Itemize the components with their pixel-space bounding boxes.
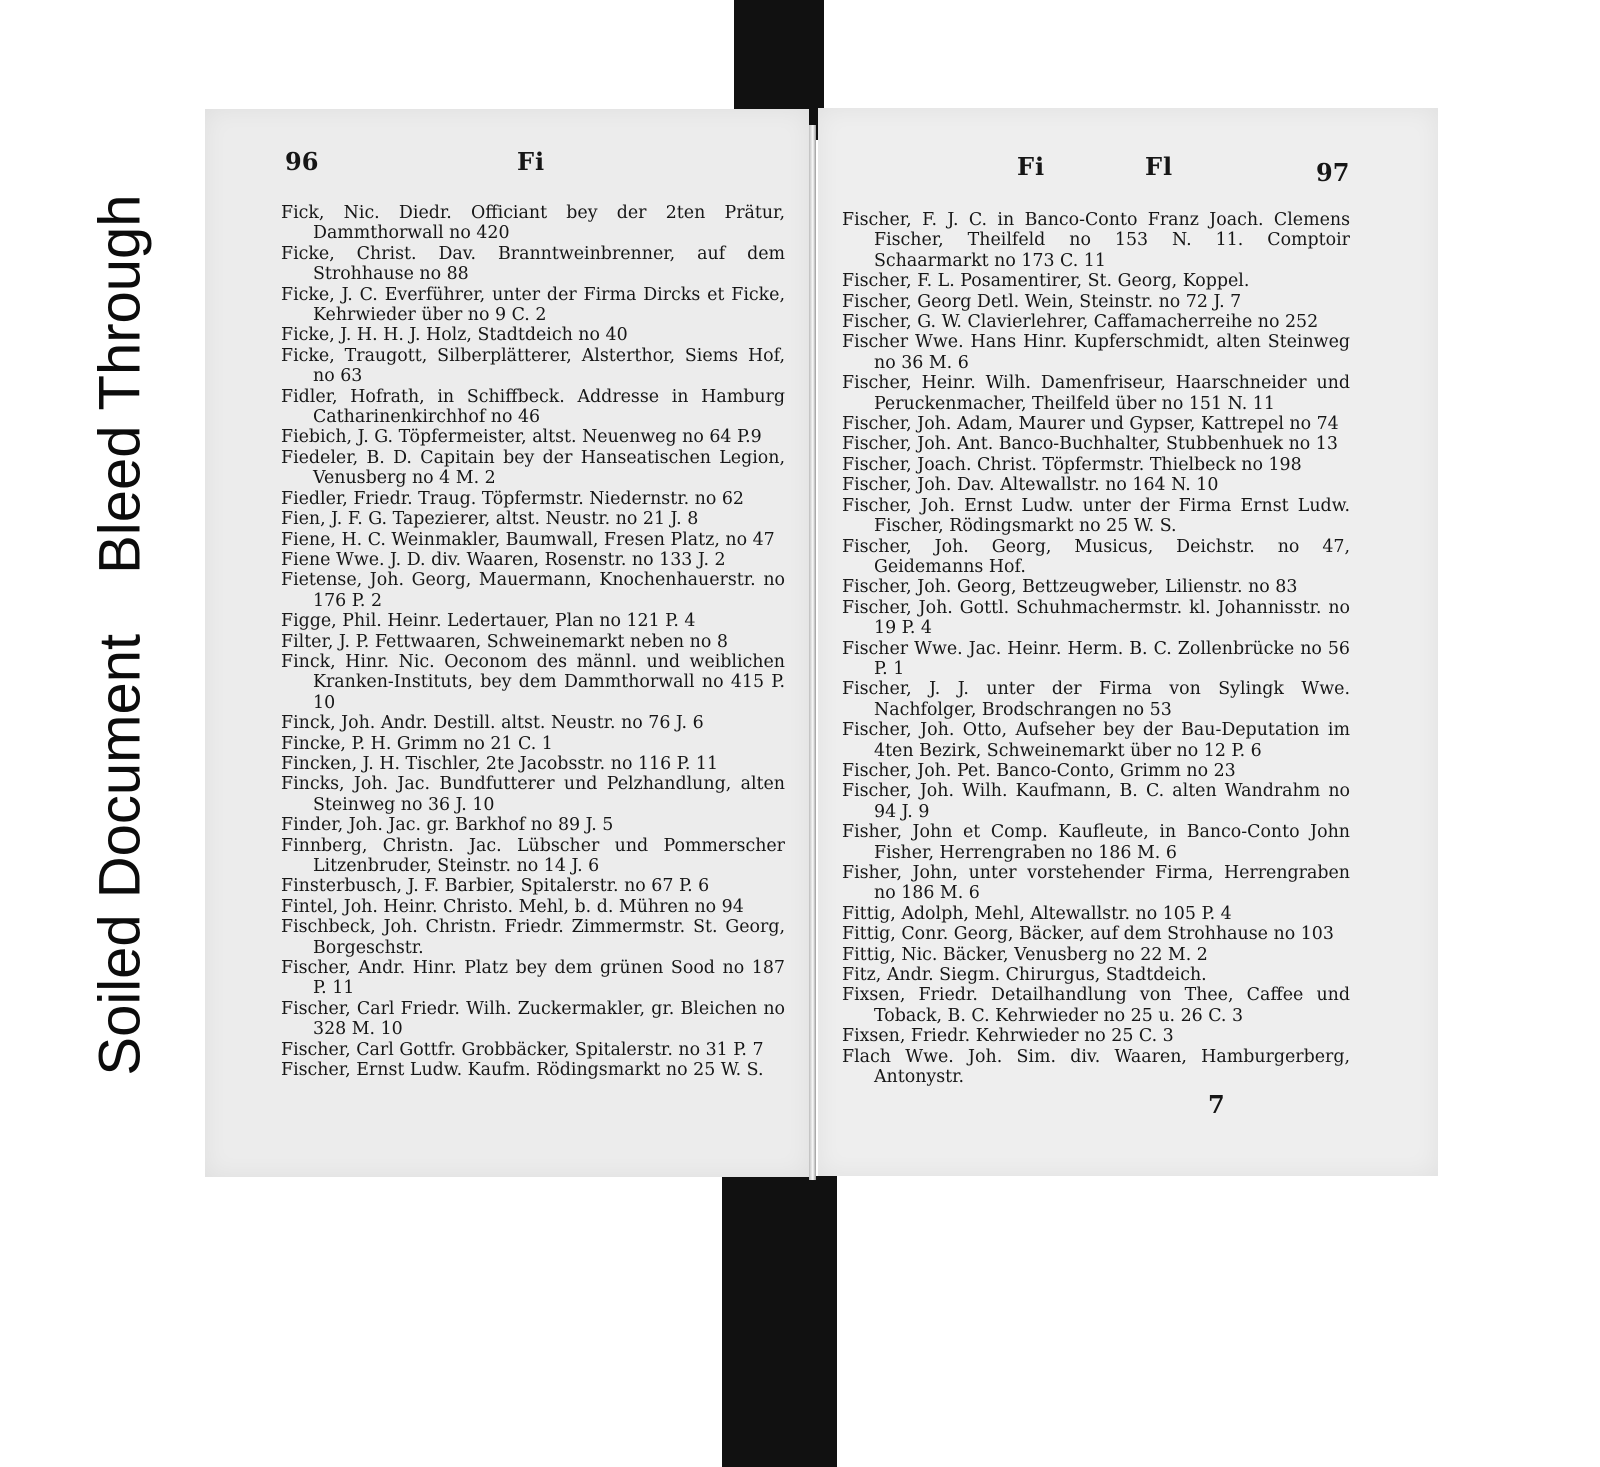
directory-entry: Fischer, Joh. Wilh. Kaufmann, B. C. alten Wandrahm no 94 J. 9	[842, 781, 1350, 822]
directory-entry: Finsterbusch, J. F. Barbier, Spitalerstr. no 67 P. 6	[281, 876, 710, 897]
directory-entry: Finnberg, Christn. Jac. Lübscher und Pommerscher Litzenbruder, Steinstr. no 14 J. 6	[281, 835, 785, 876]
directory-entry: Fischer, Joh. Georg, Musicus, Deichstr. no 47, Geidemanns Hof.	[842, 536, 1350, 577]
directory-entry: Fischer, Joh. Otto, Aufseher bey der Bau-Deputation im 4ten Bezirk, Schweinemarkt über no 12 P. 6	[842, 720, 1350, 761]
left-directory-entries	[281, 203, 785, 1080]
directory-entry: Fiebich, J. G. Töpfermeister, altst. Neuenweg no 64 P.9	[281, 427, 762, 448]
directory-entry: Ficke, Traugott, Silberplätterer, Alsterthor, Siems Hof, no 63	[281, 345, 785, 387]
directory-entry: Fischer, Heinr. Wilh. Damenfriseur, Haarschneider und Peruckenmacher, Theilfeld über no 151 N. 11	[842, 373, 1350, 414]
directory-entry: Fischer Wwe. Jac. Heinr. Herm. B. C. Zollenbrücke no 56 P. 1	[842, 638, 1350, 679]
right-running-head-fi: Fi	[1017, 152, 1046, 181]
directory-entry: Fischbeck, Joh. Christn. Friedr. Zimmermstr. St. Georg, Borgeschstr.	[281, 917, 785, 958]
scan-clamp-bottom	[722, 1176, 837, 1467]
book-spine	[809, 125, 816, 1180]
directory-entry: Fixsen, Friedr. Kehrwieder no 25 C. 3	[842, 1026, 1174, 1047]
directory-entry: Fietense, Joh. Georg, Mauermann, Knochenhauerstr. no 176 P. 2	[281, 570, 785, 611]
directory-entry: Fiedeler, B. D. Capitain bey der Hanseatischen Legion, Venusberg no 4 M. 2	[281, 447, 785, 489]
directory-entry: Fittig, Conr. Georg, Bäcker, auf dem Strohhause no 103	[842, 924, 1334, 945]
directory-entry: Fischer, G. W. Clavierlehrer, Caffamacherreihe no 252	[842, 312, 1319, 333]
directory-entry: Ficke, Christ. Dav. Branntweinbrenner, auf dem Strohhause no 88	[281, 243, 785, 285]
directory-entry: Fischer, J. J. unter der Firma von Sylingk Wwe. Nachfolger, Brodschrangen no 53	[842, 679, 1350, 720]
directory-entry: Finder, Joh. Jac. gr. Barkhof no 89 J. 5	[281, 815, 614, 836]
directory-entry: Finck, Joh. Andr. Destill. altst. Neustr. no 76 J. 6	[281, 713, 704, 734]
directory-entry: Ficke, J. C. Everführer, unter der Firma Dircks et Ficke, Kehrwieder über no 9 C. 2	[281, 284, 785, 326]
right-running-head-fl: Fl	[1145, 152, 1174, 181]
directory-entry: Fiedler, Friedr. Traug. Töpfermstr. Niedernstr. no 62	[281, 488, 744, 509]
directory-entry: Fischer, Joh. Ernst Ludw. unter der Firma Ernst Ludw. Fischer, Rödingsmarkt no 25 W. S.	[842, 495, 1350, 537]
directory-entry: Fick, Nic. Diedr. Officiant bey der 2ten Prätur, Dammthorwall no 420	[281, 203, 785, 244]
directory-entry: Fittig, Adolph, Mehl, Altewallstr. no 105 P. 4	[842, 903, 1232, 924]
directory-entry: Fischer Wwe. Hans Hinr. Kupferschmidt, alten Steinweg no 36 M. 6	[842, 332, 1350, 373]
directory-entry: Fisher, John et Comp. Kaufleute, in Banco-Conto John Fisher, Herrengraben no 186 M. 6	[842, 822, 1350, 863]
archive-side-label	[20, 80, 220, 1190]
directory-entry: Fidler, Hofrath, in Schiffbeck. Addresse in Hamburg Catharinenkirchhof no 46	[281, 386, 785, 428]
directory-entry: Fischer, Joh. Ant. Banco-Buchhalter, Stubbenhuek no 13	[842, 434, 1338, 455]
directory-entry: Fintel, Joh. Heinr. Christo. Mehl, b. d. Mühren no 94	[281, 896, 744, 917]
directory-entry: Fischer, Carl Gottfr. Grobbäcker, Spitalerstr. no 31 P. 7	[281, 1039, 764, 1060]
directory-entry: Fittig, Nic. Bäcker, Venusberg no 22 M. 2	[842, 944, 1208, 965]
directory-entry: Fischer, Joh. Georg, Bettzeugweber, Lilienstr. no 83	[842, 577, 1298, 598]
directory-entry: Fischer, Joach. Christ. Töpfermstr. Thielbeck no 198	[842, 454, 1302, 475]
directory-entry: Finck, Hinr. Nic. Oeconom des männl. und weiblichen Kranken-Instituts, bey dem Dammthorwall no 415 P. 10	[281, 651, 785, 713]
side-label-bleed-through: Bleed Through	[87, 194, 153, 574]
directory-entry: Fisher, John, unter vorstehender Firma, Herrengraben no 186 M. 6	[842, 863, 1350, 904]
directory-entry: Filter, J. P. Fettwaaren, Schweinemarkt neben no 8	[281, 631, 728, 652]
side-label-text	[87, 194, 154, 1075]
directory-entry: Figge, Phil. Heinr. Ledertauer, Plan no 121 P. 4	[281, 611, 696, 632]
directory-entry: Fixsen, Friedr. Detailhandlung von Thee, Caffee und Toback, B. C. Kehrwieder no 25 u. 26 C. 3	[842, 985, 1350, 1026]
directory-entry: Fincks, Joh. Jac. Bundfutterer und Pelzhandlung, alten Steinweg no 36 J. 10	[281, 774, 785, 815]
side-label-soiled-document: Soiled Document	[87, 633, 153, 1076]
directory-entry: Fischer, F. L. Posamentirer, St. Georg, Koppel.	[842, 271, 1250, 292]
directory-entry: Fien, J. F. G. Tapezierer, altst. Neustr. no 21 J. 8	[281, 509, 699, 530]
directory-entry: Fincken, J. H. Tischler, 2te Jacobsstr. no 116 P. 11	[281, 753, 719, 774]
right-directory-entries	[842, 210, 1350, 1087]
directory-entry: Fischer, F. J. C. in Banco-Conto Franz Joach. Clemens Fischer, Theilfeld no 153 N. 11. Comptoir Schaarmarkt no 173 C. 11	[842, 210, 1350, 271]
left-page-number: 96	[285, 147, 319, 176]
directory-entry: Fischer, Joh. Gottl. Schuhmachermstr. kl. Johannisstr. no 19 P. 4	[842, 597, 1350, 639]
left-running-head: Fi	[517, 147, 546, 176]
directory-entry: Fischer, Georg Detl. Wein, Steinstr. no 72 J. 7	[842, 291, 1242, 312]
left-page	[205, 109, 809, 1177]
directory-entry: Fischer, Carl Friedr. Wilh. Zuckermakler, gr. Bleichen no 328 M. 10	[281, 998, 785, 1040]
directory-entry: Flach Wwe. Joh. Sim. div. Waaren, Hamburgerberg, Antonystr.	[842, 1046, 1350, 1088]
directory-entry: Ficke, J. H. H. J. Holz, Stadtdeich no 40	[281, 325, 628, 346]
directory-entry: Fischer, Joh. Pet. Banco-Conto, Grimm no 23	[842, 760, 1236, 781]
directory-entry: Fischer, Ernst Ludw. Kaufm. Rödingsmarkt no 25 W. S.	[281, 1060, 764, 1081]
right-page-number: 97	[1316, 158, 1350, 187]
directory-entry: Fischer, Andr. Hinr. Platz bey dem grünen Sood no 187 P. 11	[281, 958, 785, 999]
directory-entry: Fiene, H. C. Weinmakler, Baumwall, Fresen Platz, no 47	[281, 529, 775, 550]
directory-entry: Fischer, Joh. Dav. Altewallstr. no 164 N. 10	[842, 475, 1219, 496]
directory-entry: Fincke, P. H. Grimm no 21 C. 1	[281, 733, 553, 754]
directory-entry: Fischer, Joh. Adam, Maurer und Gypser, Kattrepel no 74	[842, 414, 1339, 435]
directory-entry: Fitz, Andr. Siegm. Chirurgus, Stadtdeich.	[842, 965, 1207, 986]
directory-entry: Fiene Wwe. J. D. div. Waaren, Rosenstr. no 133 J. 2	[281, 549, 726, 570]
right-page	[818, 108, 1438, 1176]
signature-mark: 7	[1208, 1090, 1225, 1119]
